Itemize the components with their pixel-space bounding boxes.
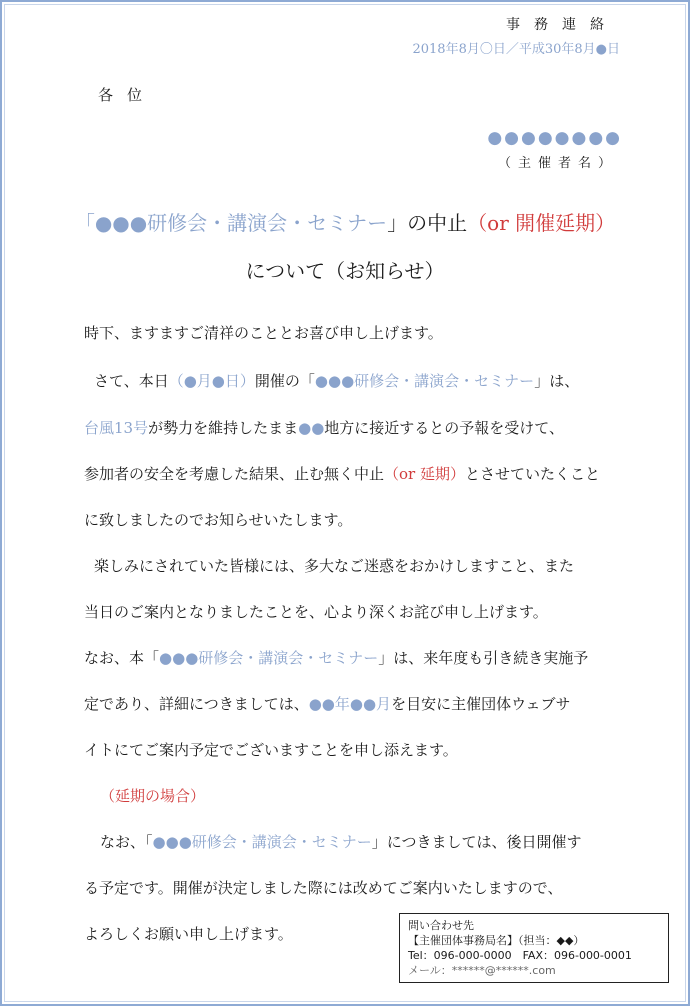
text-segment: 地方に接近するとの予報を受けて、 [324, 419, 564, 437]
text-segment: が勢力を維持したまま [148, 419, 299, 437]
title-line-2: について（お知らせ） [245, 259, 445, 283]
region-placeholder: ●● [298, 419, 325, 437]
typhoon-placeholder: 台風13号 [84, 419, 149, 437]
contact-label: 問い合わせ先 [408, 919, 474, 932]
organizer-name: ●●●●●●●● [487, 128, 622, 148]
contact-email: メール：******@******.com [408, 964, 556, 977]
title-open-bracket: 「 [74, 211, 95, 235]
paragraph-line: に致しましたのでお知らせいたします。 [84, 511, 353, 529]
paragraph-line [84, 647, 588, 668]
paragraph-line: 楽しみにされていた皆様には、多大なご迷惑をおかけしますこと、また [94, 557, 575, 575]
title-line-1 [2, 207, 688, 236]
text-segment: 定であり、詳細につきましては、 [84, 695, 309, 713]
organizer-caption: （主催者名） [497, 156, 618, 171]
paragraph-line [84, 693, 570, 714]
title-alternative: （or 開催延期） [467, 211, 616, 235]
document-date: 2018年8月〇日／平成30年8月●日 [412, 42, 620, 57]
paragraph-line: イトにてご案内予定でございますことを申し添えます。 [84, 741, 458, 759]
schedule-placeholder: ●●年●●月 [308, 695, 392, 713]
event-name-placeholder: ●●●研修会・講演会・セミナー [152, 833, 372, 851]
text-segment: を目安に主催団体ウェブサ [391, 695, 571, 713]
text-segment: 」は、来年度も引き続き実施予 [378, 649, 589, 667]
text-segment: とさせていたくこと [465, 465, 601, 483]
document-type: 事務連絡 [506, 17, 618, 33]
text-segment: なお、本「 [84, 649, 160, 667]
text-segment: なお、「 [100, 833, 153, 851]
event-name-placeholder: ●●●研修会・講演会・セミナー [159, 649, 379, 667]
text-segment: 参加者の安全を考慮した結果、止む無く中止 [84, 465, 385, 483]
event-name-placeholder: ●●●研修会・講演会・セミナー [314, 372, 535, 390]
text-segment: さて、本日 [94, 372, 169, 390]
paragraph-line: 当日のご案内となりましたことを、心より深くお詫び申し上げます。 [84, 603, 548, 621]
paragraph-line [94, 370, 579, 391]
text-segment: 」につきましては、後日開催す [371, 833, 582, 851]
paragraph-greeting: 時下、ますますご清祥のこととお喜び申し上げます。 [84, 324, 443, 342]
postpone-heading: （延期の場合） [100, 787, 206, 805]
paragraph-line: よろしくお願い申し上げます。 [84, 925, 293, 943]
text-segment: 開催の「 [254, 372, 315, 390]
event-date-placeholder: （●月●日） [168, 372, 255, 390]
title-close-bracket: 」の中止 [387, 211, 468, 235]
postpone-alternative: （or 延期） [384, 465, 465, 483]
contact-office: 【主催団体事務局名】（担当：◆◆） [408, 934, 585, 947]
contact-phone: Tel：096-000-0000 FAX：096-000-0001 [408, 949, 632, 962]
paragraph-line: る予定です。開催が決定しました際には改めてご案内いたしますので、 [84, 879, 563, 897]
paragraph-line [100, 831, 582, 852]
paragraph-line [84, 463, 600, 484]
text-segment: 」は、 [534, 372, 580, 390]
title-event-name: ●●●研修会・講演会・セミナー [94, 211, 388, 235]
contact-box [399, 913, 669, 983]
recipient: 各位 [98, 86, 157, 104]
paragraph-line [84, 417, 564, 438]
